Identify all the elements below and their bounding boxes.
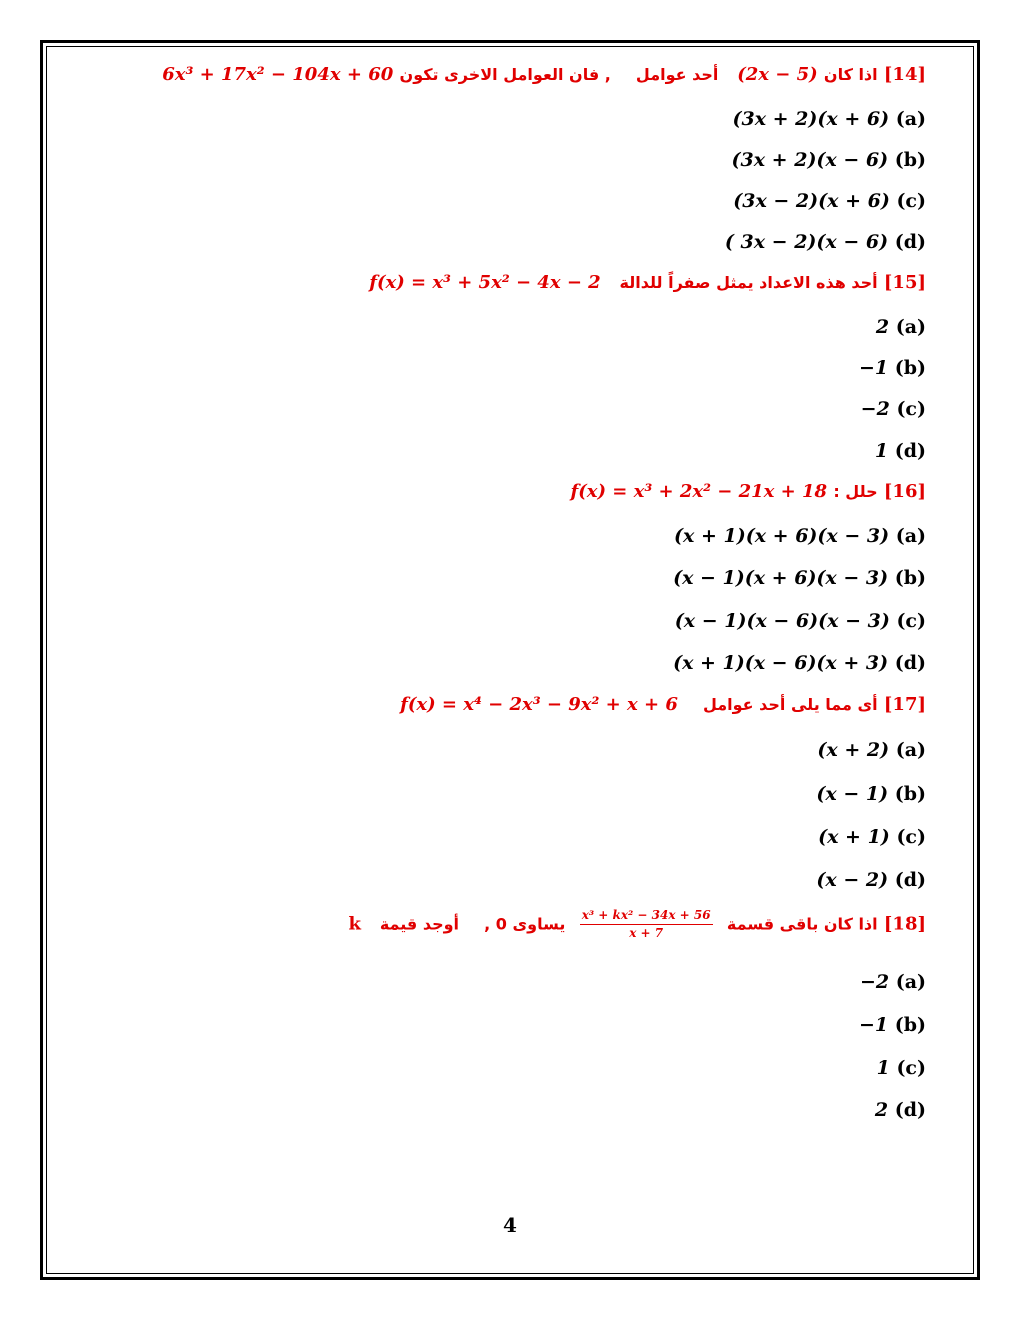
option-expr: (x + 2): [817, 739, 890, 761]
option-label: (b): [894, 1014, 926, 1036]
q17-option-b: [816, 783, 926, 805]
q18-text-start: اذا كان باقى قسمة: [726, 914, 878, 934]
q14-factor: (2x − 5): [737, 64, 818, 85]
q14-option-d: [725, 231, 926, 253]
question-17: [400, 694, 926, 715]
option-expr: (3x + 2)(x + 6): [732, 108, 890, 130]
q18-text-end: أوجد قيمة: [379, 914, 460, 934]
q14-text-middle: أحد عوامل: [635, 65, 719, 84]
option-label: (d): [894, 231, 926, 253]
option-label: (c): [896, 1057, 926, 1079]
q14-option-a: [733, 108, 927, 130]
option-label: (a): [895, 971, 926, 993]
option-expr: 1: [874, 440, 889, 462]
option-expr: (x − 1)(x + 6)(x − 3): [673, 567, 889, 589]
option-label: (d): [894, 869, 926, 891]
q18-option-c: [877, 1057, 926, 1079]
q18-option-d: [875, 1099, 926, 1121]
option-expr: (x + 1)(x − 6)(x + 3): [673, 652, 889, 674]
option-expr: 2: [874, 1099, 889, 1121]
q18-fraction-numerator: x³ + kx² − 34x + 56: [580, 908, 713, 925]
q15-option-b: [859, 357, 926, 379]
q17-option-a: [817, 739, 926, 761]
q18-fraction-denominator: x + 7: [629, 926, 664, 940]
q15-option-a: [876, 316, 926, 338]
option-expr: (x + 1)(x + 6)(x − 3): [674, 525, 890, 547]
option-label: (a): [895, 108, 926, 130]
option-expr: (x − 1): [816, 783, 889, 805]
q17-function: f(x) = x⁴ − 2x³ − 9x² + x + 6: [400, 694, 678, 715]
question-16: [570, 481, 926, 502]
q18-option-a: [860, 971, 926, 993]
q15-function: f(x) = x³ + 5x² − 4x − 2: [369, 272, 601, 293]
q16-function: f(x) = x³ + 2x² − 21x + 18: [570, 481, 828, 502]
q16-option-b: [673, 567, 926, 589]
q15-number: [15]: [883, 272, 926, 293]
q18-option-b: [859, 1014, 926, 1036]
q14-polynomial: 6x³ + 17x² − 104x + 60: [162, 64, 394, 85]
option-label: (a): [895, 739, 926, 761]
q18-number: [18]: [883, 913, 926, 935]
option-label: (c): [896, 190, 926, 212]
option-label: (b): [894, 567, 926, 589]
q15-option-c: [861, 398, 926, 420]
option-expr: (3x + 2)(x − 6): [731, 149, 889, 171]
page-number: 4: [503, 1213, 517, 1237]
option-expr: −2: [860, 398, 890, 420]
q18-text-middle: يساوى 0 ,: [484, 914, 566, 934]
option-expr: (x − 1)(x − 6)(x − 3): [674, 610, 890, 632]
option-expr: 2: [875, 316, 890, 338]
q14-number: [14]: [883, 64, 926, 85]
option-label: (a): [895, 525, 926, 547]
q14-text-start: اذا كان: [823, 65, 878, 84]
option-expr: −1: [858, 1014, 889, 1036]
option-label: (a): [895, 316, 926, 338]
option-expr: (x + 1): [818, 826, 890, 848]
q14-text-end: , فان العوامل الاخرى تكون: [399, 65, 611, 84]
option-expr: −2: [859, 971, 890, 993]
q16-text: حلل :: [833, 482, 878, 501]
q16-number: [16]: [883, 481, 926, 502]
option-label: (b): [894, 783, 926, 805]
option-label: (c): [896, 398, 926, 420]
q15-text: أحد هذه الاعداد يمثل صفراً للدالة: [619, 273, 878, 292]
q16-option-c: [675, 610, 926, 632]
q18-variable: k: [348, 913, 362, 935]
q17-option-c: [818, 826, 926, 848]
q16-option-a: [674, 525, 926, 547]
option-label: (c): [896, 826, 926, 848]
q14-option-b: [732, 149, 926, 171]
option-label: (b): [894, 149, 926, 171]
option-expr: ( 3x − 2)(x − 6): [724, 231, 889, 253]
option-expr: 1: [876, 1057, 890, 1079]
q14-option-c: [733, 190, 926, 212]
option-expr: −1: [858, 357, 889, 379]
option-label: (c): [896, 610, 926, 632]
option-label: (d): [894, 652, 926, 674]
q15-option-d: [875, 440, 926, 462]
q16-option-d: [673, 652, 926, 674]
option-label: (d): [894, 440, 926, 462]
option-expr: (3x − 2)(x + 6): [733, 190, 890, 212]
question-15: [369, 272, 926, 293]
option-expr: (x − 2): [816, 869, 889, 891]
q17-option-d: [816, 869, 926, 891]
option-label: (d): [894, 1099, 926, 1121]
q17-text: أى مما يلى أحد عوامل: [702, 695, 878, 714]
question-14: [162, 64, 926, 85]
option-label: (b): [894, 357, 926, 379]
q17-number: [17]: [883, 694, 926, 715]
q18-fraction: [580, 908, 713, 941]
question-18: [349, 908, 926, 941]
